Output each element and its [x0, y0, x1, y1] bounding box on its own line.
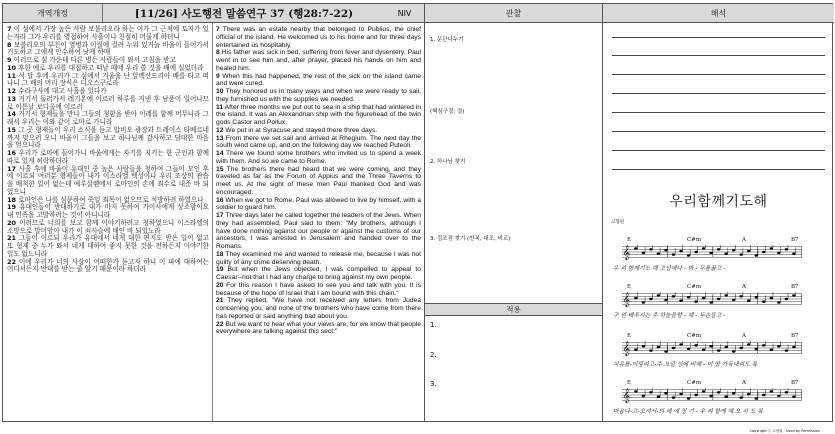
- chord-symbol: E: [627, 380, 632, 386]
- verse-text: But when the Jews objected, I was compelled to appeal to Caesar--not that I had any charge to bring against my own people.: [216, 266, 421, 281]
- verse-text: When we got to Rome, Paul was allowed to live by himself, with a soldier to guard him.: [216, 196, 421, 212]
- song-lyric-line: 마음나-고-오셔서-의 에 애 정 기 - 우 리 함께 해 오 시 도 록: [613, 409, 763, 415]
- application-item-2: 2.: [430, 351, 437, 359]
- verse-number: 9: [7, 56, 12, 64]
- verse-text: 거기서 형제들을 만나 그들의 청함을 받아 이레를 함께 머무니라 그래서 우리는 이와 같이 로마로 가니라: [7, 110, 209, 126]
- verse: [7, 25, 209, 41]
- verse-number: 20: [7, 218, 17, 227]
- song-lyric-line: 치유를-이렇리고-주 모일 성에 비해 - 이 땅 가득내리도 록: [613, 362, 758, 368]
- niv-header: NIV: [385, 4, 425, 23]
- application-item-1: 1.: [430, 321, 437, 329]
- verse-number: 17: [216, 212, 224, 219]
- verse: [7, 165, 209, 196]
- verse-number: 14: [216, 150, 224, 157]
- verse-number: 16: [216, 196, 224, 204]
- verse-text: The brothers there had heard that we were coming, and they traveled as far as the Forum of Appius and the Three Taverns to meet us. At the sight of these men Paul thanked God and was encouraged.: [216, 165, 421, 196]
- verse-text: 그 곳 형제들이 우리 소식을 듣고 압비오 광장과 트레이스 타베르네까지 맞으러 오니 바울이 그들을 보고 하나님께 감사하고 담대한 마음을 얻으니라: [7, 125, 209, 150]
- verse: [216, 297, 421, 320]
- verse-number: 18: [7, 195, 17, 204]
- korean-text-column: [3, 23, 213, 421]
- music-staff: [609, 292, 815, 306]
- interpretation-header: 해석: [603, 4, 834, 23]
- note-line: [612, 55, 825, 56]
- verse-number: 7: [7, 25, 12, 33]
- chord-symbol: C#m: [687, 237, 702, 243]
- music-staff: [609, 388, 815, 402]
- verse-text: 로마인은 나를 심문하여 죽일 죄목이 없으므로 석방하려 하였으나: [16, 195, 204, 204]
- song-title: 우리함께기도해: [669, 194, 768, 210]
- verse-number: 18: [216, 250, 224, 258]
- verse: [216, 251, 421, 266]
- chord-symbol: B7: [791, 380, 799, 386]
- verse: [7, 258, 209, 274]
- note-line: [612, 37, 825, 38]
- verse: [216, 104, 421, 127]
- song-lyric-line: 우 리 함께기도 해 조성에나 - 와 - 무릎꿇고 -: [613, 266, 726, 272]
- chord-symbol: A: [742, 380, 746, 386]
- verse: [7, 72, 209, 88]
- verse: [7, 203, 209, 219]
- verse-text: 보블리오의 부친이 열병과 이질에 걸려 누워 있거늘 바울이 들어가서 기도하고 그에게 안수하여 낫게 하매: [7, 40, 209, 57]
- svg-text:𝄞: 𝄞: [622, 388, 630, 403]
- verse: [216, 150, 421, 165]
- verse-number: 15: [216, 165, 224, 173]
- verse: [216, 197, 421, 212]
- verse-text: After three months we put out to sea in a ship that had wintered in the island. It was an Alexandrian ship with the figurehead of the twin gods Castor and Pollux.: [216, 103, 421, 126]
- chord-symbol: C#m: [687, 333, 702, 339]
- verse-number: 22: [216, 320, 224, 328]
- verse-number: 11: [7, 71, 17, 80]
- application-header: 적용: [425, 303, 602, 316]
- music-staff: [609, 341, 815, 355]
- svg-text:𝄞: 𝄞: [622, 341, 630, 356]
- verse-number: 12: [7, 87, 17, 95]
- verse-number: 8: [216, 49, 220, 57]
- chord-symbol: E: [627, 237, 632, 243]
- verse: [7, 149, 209, 165]
- verse: [216, 127, 377, 134]
- verse: [216, 73, 421, 88]
- verse: [7, 234, 209, 258]
- verse-text: For this reason I have asked to see you and talk with you. It is because of the hope of Israel that I am bound with this chain.": [216, 281, 421, 297]
- verse-number: 12: [216, 126, 224, 134]
- interpretation-column: [603, 23, 834, 433]
- verse-text: 후한 예로 우리를 대접하고 떠날 때에 우리 쓸 것을 배에 실었더라: [16, 63, 204, 72]
- svg-text:𝄞: 𝄞: [622, 245, 630, 260]
- verse-text: 유대인들이 반대하기로 내가 마지 못하여 가이사에게 상소함이요 내 민족을 고발하려는 것이 아니니라: [7, 203, 209, 219]
- verse-number: 21: [7, 234, 17, 243]
- chord-symbol: C#m: [687, 284, 702, 290]
- verse-number: 21: [216, 297, 224, 305]
- verse-number: 17: [7, 164, 17, 173]
- verse: [216, 88, 421, 103]
- chord-symbol: B7: [791, 284, 799, 290]
- verse-number: 19: [216, 266, 224, 274]
- chord-symbol: C#m: [687, 380, 702, 386]
- verse: [7, 95, 209, 111]
- verse: [216, 266, 421, 281]
- verse-text: 거기서 둘러가서 레기온에 이르러 하루를 지낸 후 남풍이 일어나므로 이튿날 보디올에 이르러: [7, 94, 209, 111]
- verse-text: They replied, "We have not received any letters from Judea concerning you, and none of the brothers who have come from there has reported or said anything bad about you.: [216, 297, 421, 320]
- application-item-3: 3.: [430, 380, 437, 388]
- study-sheet: [2, 3, 833, 433]
- verse-text: They examined me and wanted to release me, because I was not guilty of any crime deserving death.: [216, 250, 421, 266]
- verse-text: There we found some brothers who invited us to spend a week with them. And so we came to Rome.: [216, 150, 421, 165]
- verse-text: Three days later he called together the leaders of the Jews. When they had assembled, Paul said to them: "My brothers, although I have done nothing against our people or against the customs of our ancestors, I was arrested in Jerusalem and handed over to the Romans.: [216, 212, 421, 250]
- verse: [216, 49, 421, 72]
- verse-number: 22: [7, 257, 17, 266]
- verse: [216, 26, 421, 49]
- verse-text: They honored us in many ways and when we were ready to sail, they furnished us with the supplies we needed.: [216, 88, 421, 103]
- observation-header: 관찰: [425, 4, 603, 23]
- verse: [216, 166, 421, 196]
- chord-symbol: B7: [791, 333, 799, 339]
- verse-number: 8: [7, 40, 12, 49]
- verse-number: 15: [7, 125, 17, 134]
- observation-q1: 1. 문단나누기: [430, 37, 464, 43]
- verse-number: 13: [216, 134, 224, 142]
- music-staff: [609, 245, 815, 259]
- verse-text: 이 섬에서 가장 높은 사람 보블리오라 하는 이가 그 근처에 토지가 있는지라 그가 우리를 영접하여 사흘이나 친절히 머물게 하더니: [7, 25, 209, 41]
- verse-text: 석 달 후에 우리가 그 섬에서 겨울을 난 알렉산드리아 배를 타고 떠나니 그 배의 머리 장식은 디오스구로라: [7, 71, 209, 88]
- svg-text:𝄞: 𝄞: [622, 292, 630, 307]
- niv-verses: [216, 26, 421, 336]
- verse-text: We put in at Syracuse and stayed there three days.: [223, 126, 378, 134]
- verse: [7, 219, 209, 235]
- verse-number: 19: [7, 203, 17, 212]
- verse-text: There was an estate nearby that belonged to Publius, the chief official of the island. He welcomed us to his home and for three days entertained us hospitably.: [216, 26, 421, 49]
- verse-text: 사흘 후에 바울이 유대인 중 높은 사람들을 청하여 그들이 모인 후에 이르되 여러분 형제들아 내가 이스라엘 백성이나 우리 조상의 관습을 배척한 일이 없는데 예루살렘에서 로마인의 손에 죄수로 내준 바 되었으니: [7, 164, 209, 196]
- verse-number: 7: [216, 26, 220, 33]
- version-header: 개역개정: [3, 4, 103, 23]
- verse-number: 14: [7, 110, 17, 119]
- chord-symbol: E: [627, 333, 632, 339]
- note-line: [612, 112, 825, 113]
- observation-q1-key-verse: (핵심구절: 절): [430, 109, 465, 115]
- chord-symbol: A: [742, 333, 746, 339]
- niv-text-column: [213, 23, 425, 421]
- verse-text: 수라구사에 대고 사흘을 있다가: [16, 87, 107, 95]
- verse-text: 그들이 이르되 우리가 유대에서 네게 대한 편지도 받은 일이 없고 또 형제 중 누가 와서 네게 대하여 좋지 못한 것을 전하든지 이야기한 일도 없느니라: [7, 234, 209, 258]
- verse-number: 13: [7, 94, 17, 103]
- note-line: [612, 169, 825, 170]
- song-copyright: Copyright ⓒ 고형원 · Used by Permission: [749, 429, 820, 433]
- verse-text: 이러므로 너희를 보고 함께 이야기하려고 청하였으니 이스라엘의 소망으로 말미암아 내가 이 쇠사슬에 매인 바 되었노라: [7, 218, 209, 235]
- song-composer: 고형원: [611, 220, 625, 225]
- song-lyric-line: 구 원 베푸시는 주 하늘을향 - 해 - 두손들고 -: [613, 313, 726, 319]
- note-line: [612, 131, 825, 132]
- note-line: [612, 74, 825, 75]
- verse-number: 16: [7, 149, 17, 157]
- chord-symbol: E: [627, 284, 632, 290]
- verse-number: 9: [216, 72, 220, 80]
- chord-symbol: A: [742, 284, 746, 290]
- verse: [7, 126, 209, 150]
- verse-number: 10: [7, 63, 17, 72]
- note-line: [612, 93, 825, 94]
- verse-number: 20: [216, 281, 224, 289]
- verse-text: 이러므로 섬 가운데 다른 병든 사람들이 와서 고침을 받고: [11, 56, 176, 64]
- chord-symbol: B7: [791, 237, 799, 243]
- verse-text: But we want to hear what your views are, for we know that people everywhere are talking against this sect.": [216, 320, 421, 336]
- verse-text: When this had happened, the rest of the sick on the island came and were cured.: [216, 72, 421, 88]
- observation-q3: 3. 검조점 찾기 (반복, 대조, 비교): [430, 236, 511, 242]
- observation-column: [425, 23, 603, 421]
- sheet-title: [11/26] 사도행전 말씀연구 37 (행28:7-22): [103, 4, 385, 23]
- verse: [216, 282, 421, 297]
- verse: [216, 135, 421, 150]
- verse-text: 이에 우리가 너의 사상이 어떠한가 듣고자 하니 이 파에 대하여는 어디서든지 반대를 받는 줄 알기 때문이라 하더라: [7, 257, 209, 274]
- korean-verses: [7, 26, 209, 274]
- verse-text: 우리가 로마에 들어가니 바울에게는 자기를 지키는 한 군인과 함께 따로 있게 허락하더라: [7, 149, 209, 165]
- verse: [216, 321, 421, 336]
- chord-symbol: A: [742, 237, 746, 243]
- verse-number: 11: [216, 103, 224, 111]
- note-line: [612, 150, 825, 151]
- verse: [216, 212, 421, 250]
- verse-text: From there we set sail and arrived at Rhegium. The next day the south wind came up, and on the following day we reached Puteoli.: [216, 134, 421, 150]
- verse-number: 10: [216, 88, 224, 95]
- verse: [7, 41, 209, 57]
- verse-text: His father was sick in bed, suffering from fever and dysentery. Paul went in to see him and, after prayer, placed his hands on him and healed him.: [216, 49, 421, 72]
- verse: [7, 110, 209, 126]
- observation-q2: 2. 하나님 찾기: [430, 159, 466, 165]
